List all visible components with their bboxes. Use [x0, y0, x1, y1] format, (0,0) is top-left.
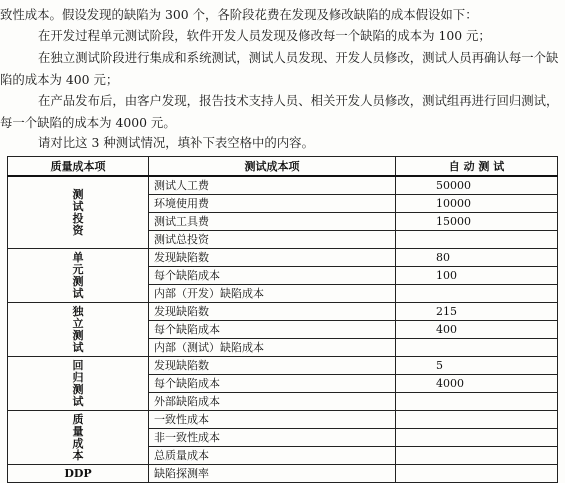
table-row: [8, 465, 558, 483]
row-item: 环境使用费: [149, 195, 396, 213]
paragraph-2: 在开发过程单元测试阶段，软件开发人员发现及修改每一个缺陷的成本为 100 元；: [38, 28, 491, 43]
table-header-row: [8, 157, 558, 177]
group-label: 质量成本: [8, 411, 149, 465]
row-item: 总质量成本: [149, 447, 396, 465]
row-value: [396, 285, 558, 303]
table-row: [8, 176, 558, 195]
paragraph-1: 致性成本。假设发现的缺陷为 300 个，各阶段花费在发现及修改缺陷的成本假设如下：: [0, 7, 478, 22]
group-label: 测试投资: [8, 176, 149, 249]
group-label: 回归测试: [8, 357, 149, 411]
row-value: 10000: [396, 195, 558, 213]
paragraph-5: 请对比这 3 种测试情况，填补下表空格中的内容。: [38, 135, 314, 150]
row-item: 每个缺陷成本: [149, 375, 396, 393]
row-item: 测试人工费: [149, 176, 396, 195]
row-value: 100: [396, 267, 558, 285]
row-item: 每个缺陷成本: [149, 321, 396, 339]
row-value: 4000: [396, 375, 558, 393]
row-item: 发现缺陷数: [149, 303, 396, 321]
header-quality-cost-item: 质量成本项: [8, 157, 149, 177]
row-item: 内部（测试）缺陷成本: [149, 339, 396, 357]
row-value: [396, 411, 558, 429]
group-label: 独立测试: [8, 303, 149, 357]
paragraph-3: 在独立测试阶段进行集成和系统测试，测试人员发现、开发人员修改，测试人员再确认每一个缺陷的成本为 400 元；: [0, 50, 559, 87]
row-value: 80: [396, 249, 558, 267]
paragraph-4: 在产品发布后，由客户发现，报告技术支持人员、相关开发人员修改，测试组再进行回归测试，每一个缺陷的成本为 4000 元。: [0, 93, 559, 130]
row-value: 5: [396, 357, 558, 375]
row-item: 缺陷探测率: [149, 465, 396, 483]
row-value: [396, 339, 558, 357]
row-value: [396, 465, 558, 483]
row-item: 测试总投资: [149, 231, 396, 249]
row-item: 内部（开发）缺陷成本: [149, 285, 396, 303]
row-value: [396, 231, 558, 249]
quality-cost-table: [7, 156, 558, 483]
table-row: [8, 249, 558, 267]
row-item: 外部缺陷成本: [149, 393, 396, 411]
row-item: 测试工具费: [149, 213, 396, 231]
row-value: 50000: [396, 176, 558, 195]
row-value: 400: [396, 321, 558, 339]
group-label: DDP: [8, 465, 149, 483]
row-value: [396, 429, 558, 447]
row-value: 15000: [396, 213, 558, 231]
row-value: [396, 447, 558, 465]
header-automated-test: 自 动 测 试: [396, 157, 558, 177]
row-item: 一致性成本: [149, 411, 396, 429]
row-item: 非一致性成本: [149, 429, 396, 447]
row-value: [396, 393, 558, 411]
group-label: 单元测试: [8, 249, 149, 303]
table-row: [8, 303, 558, 321]
table-row: [8, 357, 558, 375]
row-item: 发现缺陷数: [149, 357, 396, 375]
header-test-cost-item: 测试成本项: [149, 157, 396, 177]
row-value: 215: [396, 303, 558, 321]
row-item: 发现缺陷数: [149, 249, 396, 267]
table-row: [8, 411, 558, 429]
row-item: 每个缺陷成本: [149, 267, 396, 285]
